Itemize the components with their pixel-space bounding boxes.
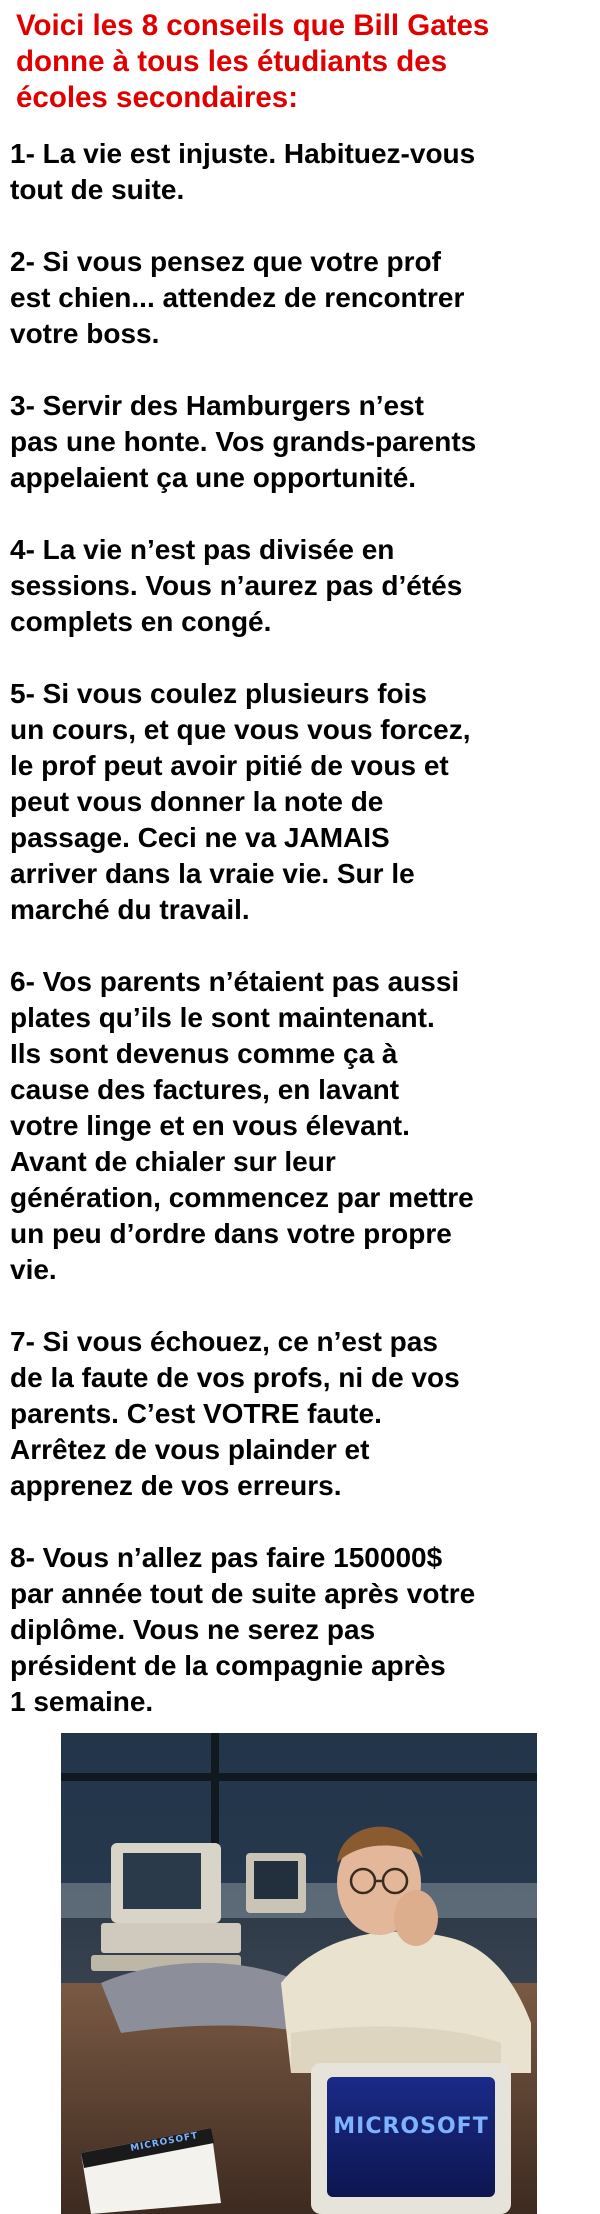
tips-list <box>10 136 598 1756</box>
monitor-logo: MICROSOFT <box>333 2114 489 2139</box>
photo-illustration <box>61 1733 537 2214</box>
bill-gates-photo <box>61 1733 537 2214</box>
tip-2: 2- Si vous pensez que votre prof est chien... attendez de rencontrer votre boss. <box>10 246 465 349</box>
binder-label: MICROSOFT <box>129 2130 200 2154</box>
tip-8: 8- Vous n’allez pas faire 150000$ par année tout de suite après votre diplôme. Vous ne serez pas président de la compagnie après 1 semaine. <box>10 1542 476 1717</box>
tip-5: 5- Si vous coulez plusieurs fois un cours, et que vous vous forcez, le prof peut avoir pitié de vous et peut vous donner la note de passage. Ceci ne va JAMAIS arriver dans la vraie vie. Sur le marché du travail. <box>10 678 471 925</box>
old-computer-middle <box>246 1853 306 1913</box>
old-computer-left <box>91 1843 241 1971</box>
tip-6: 6- Vos parents n’étaient pas aussi plates qu’ils le sont maintenant. Ils sont devenus comme ça à cause des factures, en lavant votre linge et en vous élevant. Avant de chialer sur leur génération, commencez par mettre un peu d’ordre dans votre propre vie. <box>10 966 474 1285</box>
tip-7: 7- Si vous échouez, ce n’est pas de la faute de vos profs, ni de vos parents. C’est VOTRE faute. Arrêtez de vous plainder et apprenez de vos erreurs. <box>10 1326 460 1501</box>
window-frame <box>61 1773 537 1781</box>
page-title: Voici les 8 conseils que Bill Gates donne à tous les étudiants des écoles secondaires: <box>16 9 490 114</box>
tip-3: 3- Servir des Hamburgers n’est pas une honte. Vos grands-parents appelaient ça une opportunité. <box>10 390 477 493</box>
tip-1: 1- La vie est injuste. Habituez-vous tout de suite. <box>10 138 476 205</box>
tip-4: 4- La vie n’est pas divisée en sessions. Vous n’aurez pas d’étés complets en congé. <box>10 534 463 637</box>
microsoft-monitor <box>311 2063 511 2214</box>
person-hand <box>394 1890 438 1946</box>
